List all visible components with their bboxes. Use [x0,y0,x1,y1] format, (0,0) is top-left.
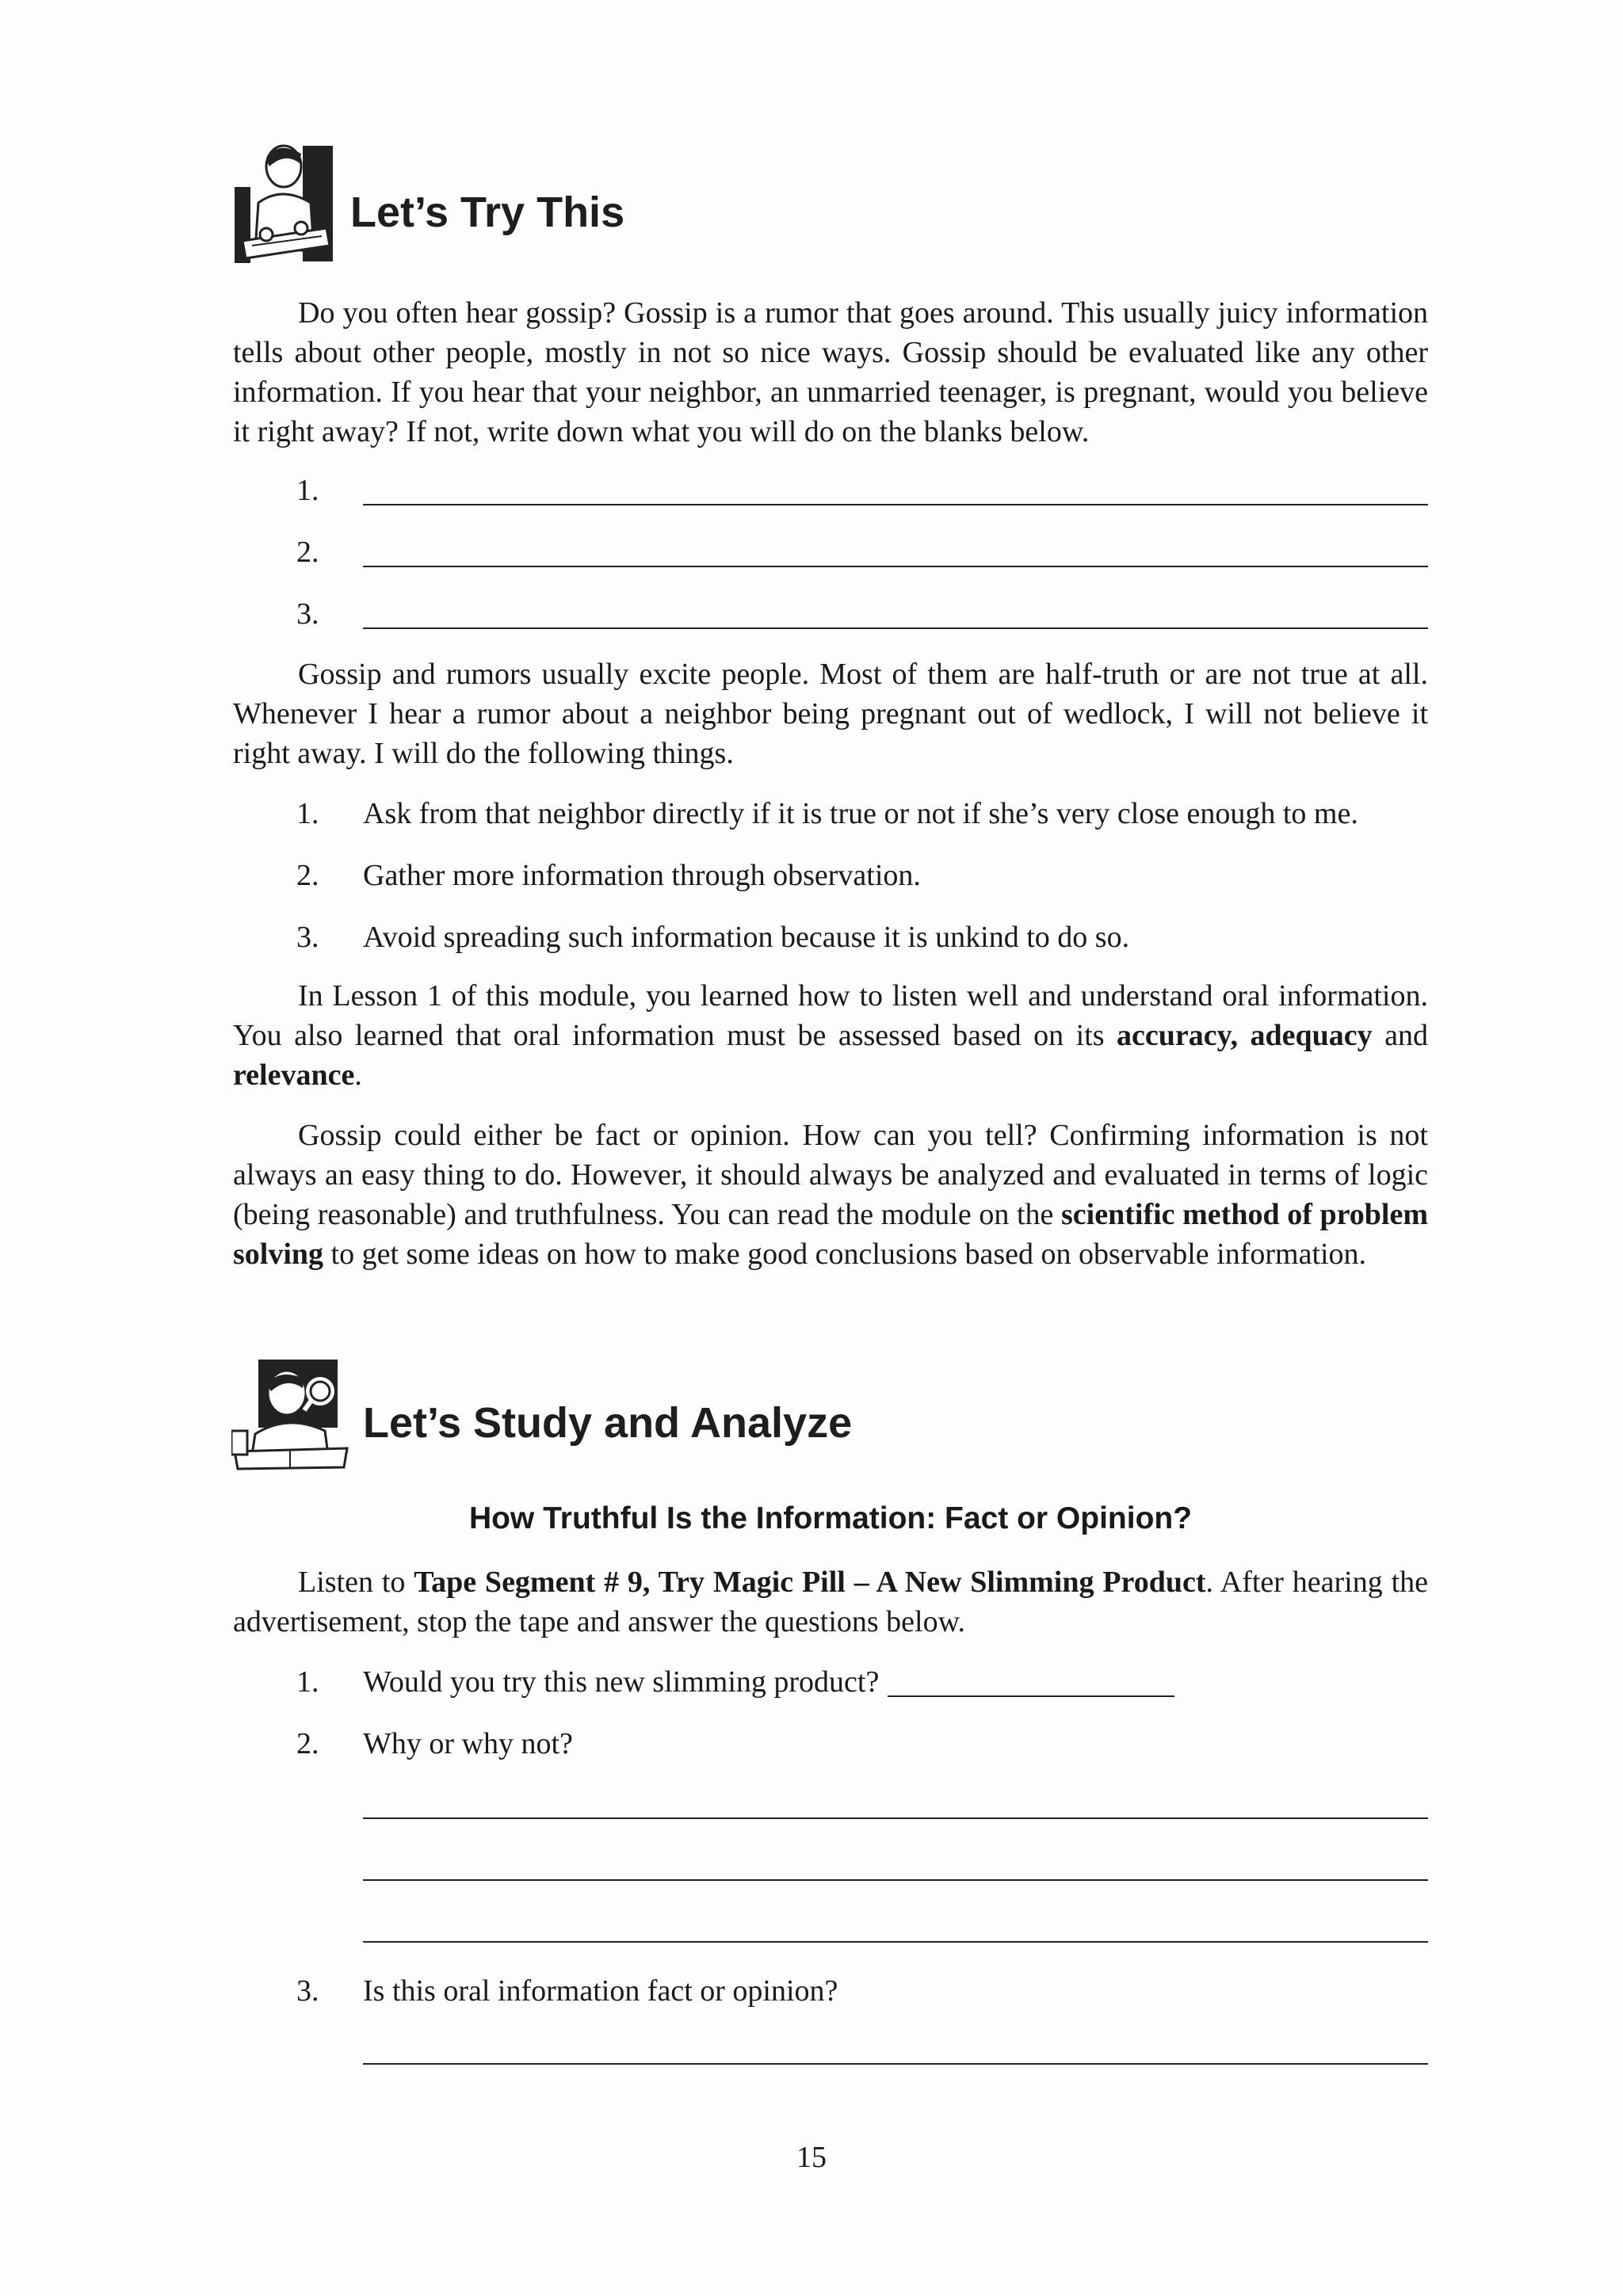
lesson-paragraph-1: In Lesson 1 of this module, you learned how to listen well and understand oral information. You also learned that oral information must be assessed based on its accuracy, adequacy and relevance. [233,979,1429,1092]
bold-term: relevance [233,1058,355,1092]
question-number: 3. [296,1974,319,2008]
answer-blank-line[interactable] [363,1941,1428,1943]
answer-blank-line[interactable] [363,1879,1428,1881]
intro-paragraph: Do you often hear gossip? Gossip is a rumor that goes around. This usually juicy information tells about other people, mostly in not so nice ways. Gossip should be evaluated like any other information. If you hear that your neighbor, an unmarried teenager, is pregnant, would you believe it right away? If not, write down what you will do on the blanks below. [233,296,1428,448]
page-number: 15 [796,2141,827,2174]
answer-item-text: Avoid spreading such information because it is unkind to do so. [363,921,1130,954]
magnifier-student-icon [231,1352,350,1470]
answer-blank-line[interactable] [363,504,1428,505]
blank-item-number: 3. [296,597,319,631]
bold-term: scientific method of problem solving [233,1198,1429,1271]
question-number: 2. [296,1727,319,1760]
blank-item-number: 1. [296,474,319,507]
question-text: Is this oral information fact or opinion? [363,1974,838,2008]
blank-item-number: 2. [296,536,319,569]
answer-blank-line[interactable] [363,1817,1428,1819]
listening-intro-paragraph: Listen to Tape Segment # 9, Try Magic Pill – A New Slimming Product. After hearing the advertisement, stop the tape and answer the questions below. [233,1566,1428,1638]
bold-term: accuracy, adequacy [1117,1019,1373,1052]
answer-item-text: Gather more information through observation. [363,859,921,892]
answer-intro-paragraph: Gossip and rumors usually excite people. Most of them are half-truth or are not true at all. Whenever I hear a rumor about a neighbor being pregnant out of wedlock, I will not believe it right away. I will do the following things. [233,658,1428,770]
question-number: 1. [296,1665,319,1699]
lesson-paragraph-2: Gossip could either be fact or opinion. How can you tell? Confirming information is not always an easy thing to do. However, it should always be analyzed and evaluated in terms of logic (being reasonable) and truthfulness. You can read the module on the scientific method of problem solving to get some ideas on how to make good conclusions based on observable information. [233,1119,1429,1271]
answer-item-number: 1. [296,797,319,830]
answer-item-text: Ask from that neighbor directly if it is true or not if she’s very close enough to me. [363,797,1358,830]
question-text: Why or why not? [363,1727,573,1760]
answer-blank-line[interactable] [363,2063,1428,2065]
bold-term: Tape Segment # 9, Try Magic Pill – A New Slimming Product [414,1566,1206,1599]
section-title-lets-try-this: Let’s Try This [350,189,625,236]
reading-student-icon [235,139,334,266]
section-subheading: How Truthful Is the Information: Fact or Opinion? [468,1501,1193,1535]
answer-blank-line[interactable] [363,566,1428,567]
answer-blank-line[interactable] [363,627,1428,629]
answer-blank-line[interactable] [888,1695,1174,1697]
answer-item-number: 2. [296,859,319,892]
answer-item-number: 3. [296,921,319,954]
question-text: Would you try this new slimming product? [363,1665,880,1699]
section-title-lets-study-and-analyze: Let’s Study and Analyze [363,1399,853,1447]
